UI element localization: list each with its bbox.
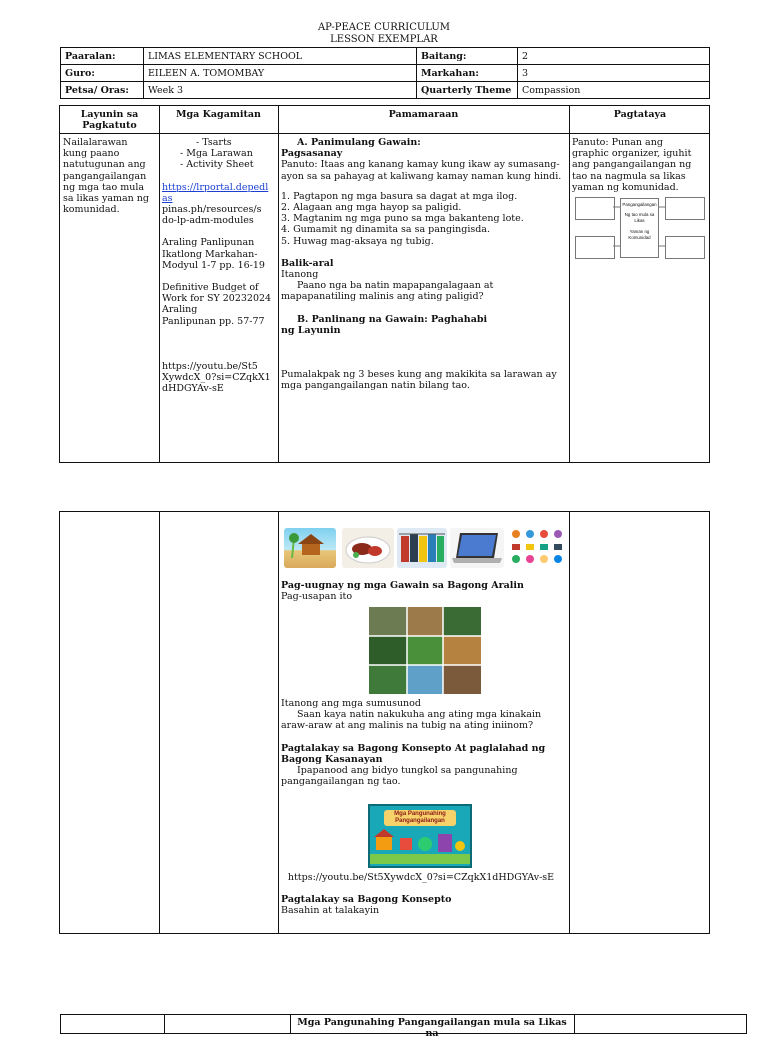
col-header-layunin: Layunin sa Pagkatuto [80,109,139,131]
food-image [342,528,394,568]
info-table [60,47,710,99]
list-item: 1. Pagtapon ng mga basura sa dagat at mga ilog. [281,190,518,202]
lesson-table-3 [60,1014,747,1039]
clothes-image [397,528,447,568]
video-illustration-icon [370,828,470,866]
list-item: 2. Alagaan ang mga hayop sa paligid. [281,202,462,214]
youtube-url-1[interactable]: https://youtu.be/St5 XywdcX_0?si=CZqkX1 dHDGYAv-sE [162,360,271,395]
document-subtitle: LESSON EXEMPLAR [330,34,438,45]
list-item: 3. Magtanim ng mga puno sa mga bakanteng lote. [281,213,524,225]
document-title: AP-PEACE CURRICULUM [317,22,451,33]
kagamitan-text: - Tsarts - Mga Larawan - Activity Sheet https://lrportal.depedl as pinas.ph/resources/s do-lp-adm-modules Araling Panlipunan Ikatlong Markahan- Modyul 1-7 pp. 16-19 Definitive Budget of Work for SY 20232024 Araling Panlipunan pp. 57-77 https://youtu.be/St5 XywdcX_0?si=CZqkX1 dHDGYAv-sE [162,137,277,394]
section-b-heading: B. Panlinang na Gawain: Paghahabi [297,313,488,325]
pag-uugnay-heading: Pag-uugnay ng mga Gawain sa Bagong Aralin [281,580,524,591]
beach-house-image [284,528,336,568]
baitang-label: Baitang: [417,48,518,65]
pagtalakay-heading-2: Pagtalakay sa Bagong Konsepto [281,894,452,906]
list-item: 5. Huwag mag-aksaya ng tubig. [281,235,434,247]
col-header-kagamitan: Mga Kagamitan [176,109,261,120]
paaralan-value: LIMAS ELEMENTARY SCHOOL [144,48,417,65]
table-3-title: Mga Pangunahing Pangangailangan mula sa Likas na [297,1017,567,1039]
lesson-table-1 [59,105,710,463]
guro-label: Guro: [61,65,144,82]
theme-label: Quarterly Theme [417,82,518,99]
col-header-pamamaraan: Pamamaraan [388,109,459,120]
nature-collage-image [369,607,481,694]
petsa-label: Petsa/ Oras: [61,82,144,99]
theme-value: Compassion [518,82,710,99]
video-thumbnail[interactable] [368,804,472,868]
pamamaraan-text: A. Panimulang Gawain: Pagsasanay Panuto: Itaas ang kanang kamay kung ikaw ay sumasang- ayon sa sa pahayag at kaliwang kamay naman kung hindi. 1. Pagtapon ng mga basura sa dagat at mga ilog. 2. Alagaan ang mga hayop sa paligid. 3. Magtanim ng mga puno sa mga bakanteng lote. 4. Gumamit ng dinamita sa sa pangingisda. 5. Huwag mag-aksaya ng tubig. Balik-aral Itanong Paano nga ba natin mapapangalagaan at mapapanatiling malinis ang ating paligid? B. Panlinang na Gawain: Paghahabi ng Layunin Pumalakpak ng 3 beses kung ang makikita sa larawan ay mga pangangailangan natin bilang tao. [281,137,567,391]
go-center-box: Pangangailangan Ng tao mula sa Likas Yaman ng Komunidad [620,198,659,258]
pagtataya-text: Panuto: Punan ang graphic organizer, iguhit ang pangangailangan ng tao na nagmula sa likas yaman ng komunidad. [572,137,692,193]
graphic-organizer [573,196,706,262]
list-item: 4. Gumamit ng dinamita sa sa pangingisda. [281,224,490,236]
balik-aral-heading: Balik-aral [281,257,334,269]
section-a-heading: A. Panimulang Gawain: [297,137,421,148]
lesson-table-2: Pag-uugnay ng mga Gawain sa Bagong Aralin Pag-usapan ito Itanong ang mga sumusunod Saan kaya natin nakukuha ang ating mga kinakain araw-araw at ang malinis na tubig na ating iniinom? Pagtalakay sa Bagong Konsepto At paglalahad ng Bagong Kasanayan Ipapanood ang bidyo tungkol sa pangunahing pangangailangan ng tao. Mga Pangunahing Pangangailangan https://youtu.be/St5XywdcX_0?si=CZqkX1dHDGYAv-sE Pagtalakay sa Bagong Konsepto Basahin at talakayin [59,511,710,934]
laptop-image [450,528,504,568]
toys-image [508,528,564,568]
youtube-url-2[interactable]: https://youtu.be/St5XywdcX_0?si=CZqkX1dHDGYAv-sE [287,872,555,883]
lrportal-link[interactable]: https://lrportal.depedl as [162,181,269,204]
col-header-pagtataya: Pagtataya [613,109,667,120]
markahan-value: 3 [518,65,710,82]
pagsasanay-heading: Pagsasanay [281,148,343,160]
paaralan-label: Paaralan: [61,48,144,65]
pagtalakay-heading-1: Pagtalakay sa Bagong Konsepto At paglalahad ng [281,742,546,754]
guro-value: EILEEN A. TOMOMBAY [144,65,417,82]
layunin-text: Nailalarawan kung paano natutugunan ang pangangailangan ng mga tao mula sa likas yaman ng komunidad. [63,137,149,216]
baitang-value: 2 [518,48,710,65]
video-title: Mga Pangunahing Pangangailangan [384,810,456,826]
markahan-label: Markahan: [417,65,518,82]
petsa-value: Week 3 [144,82,417,99]
pagsasanay-items [281,191,567,247]
